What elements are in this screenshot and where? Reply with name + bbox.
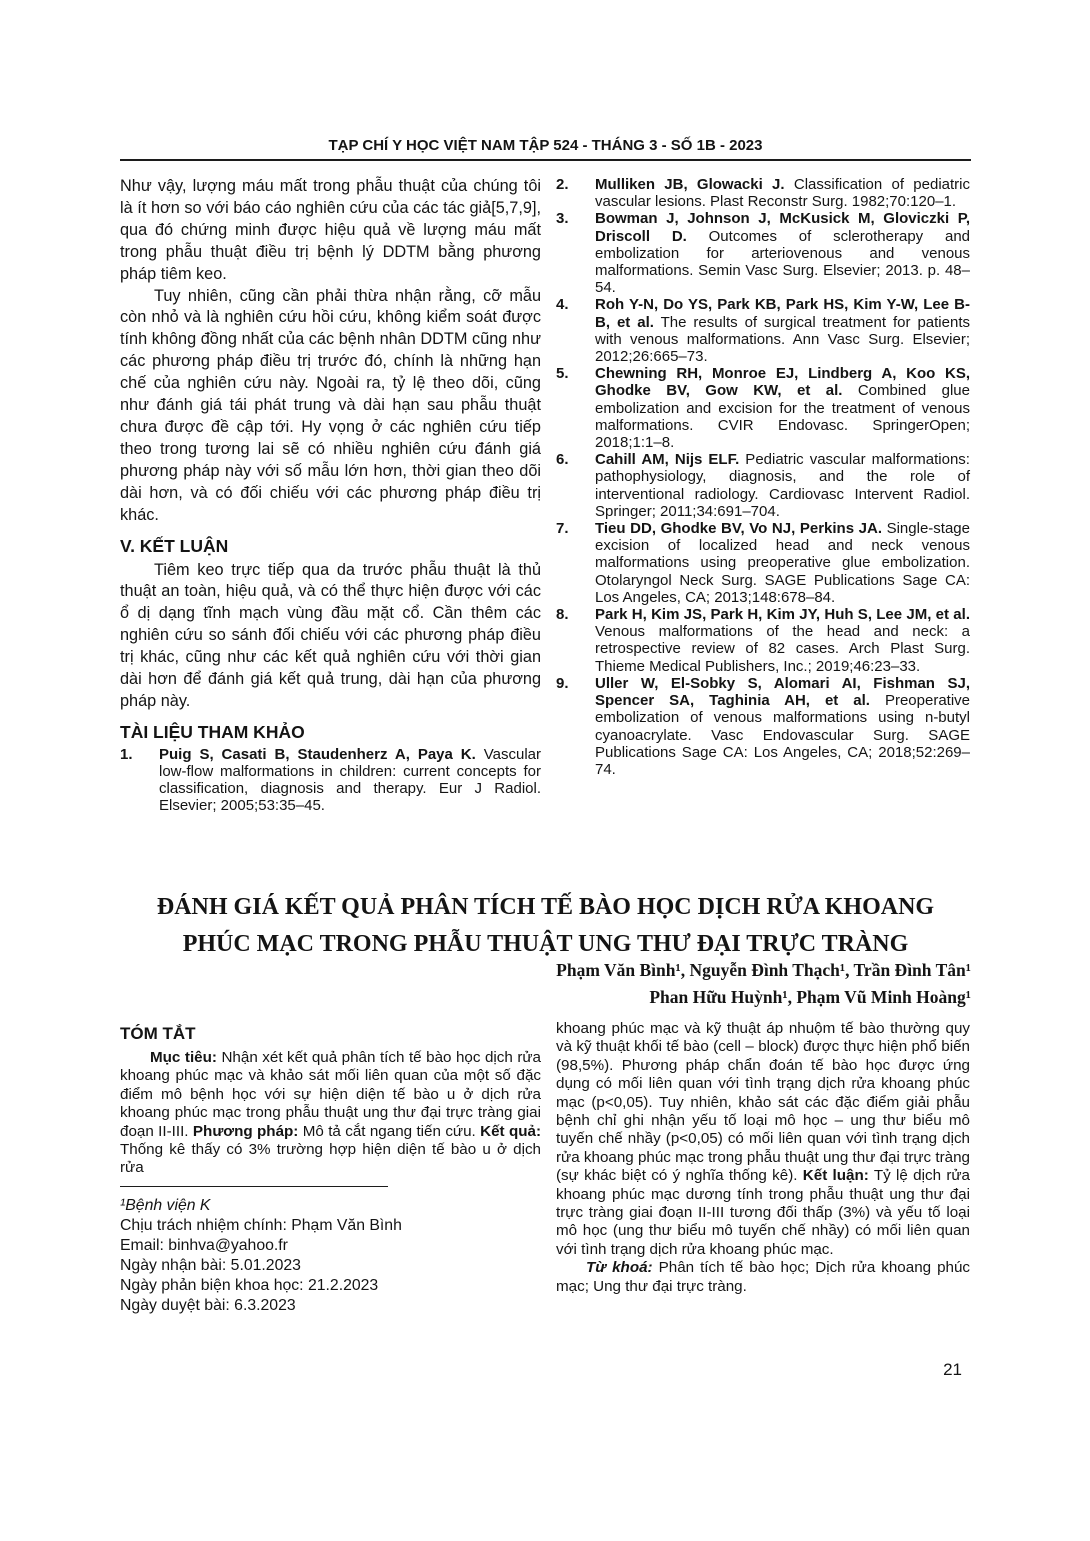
reference-authors: Cahill AM, Nijs ELF. xyxy=(595,451,740,469)
article-title-line1: ĐÁNH GIÁ KẾT QUẢ PHÂN TÍCH TẾ BÀO HỌC DỊCH RỬA KHOANG xyxy=(156,894,935,920)
discussion-paragraph-2: Tuy nhiên, cũng cần phải thừa nhận rằng, cỡ mẫu còn nhỏ và là nghiên cứu hồi cứu, không kiểm soát được tính không đồng nhất của các bệnh nhân DDTM cũng như các phương pháp điều trị trước đó, chính là những hạn chế của nghiên cứu này. Ngoài ra, tỷ lệ theo dõi, cũng như đánh giá tái phát trung và dài hạn sau phẫu thuật chưa được đề cập tới. Hy vọng ở các nghiên cứu tiếp theo trong tương lai sẽ có nhiều nghiên cứu đánh giá phương pháp này với số mẫu lớn hơn, thời gian theo dõi dài hơn, và có đối chiếu với các phương pháp điều trị khác. xyxy=(120,286,541,524)
reference-text: Pediatric vascular malformations: pathophysiology, diagnosis, and the role of interventional radiology. Cardiovasc Intervent Radiol. Springer; 2011;34:691–704. xyxy=(595,451,970,520)
reference-item-2 xyxy=(556,176,970,210)
reference-text: Vascular low-flow malformations in children: current concepts for classification, diagnosis and therapy. Eur J Radiol. Elsevier; 2005;53:35–45. xyxy=(159,745,541,815)
reference-body xyxy=(595,606,970,675)
article-authors-line2: Phan Hữu Huỳnh¹, Phạm Vũ Minh Hoàng¹ xyxy=(649,987,971,1007)
reference-body xyxy=(595,210,970,296)
method-label: Phương pháp: xyxy=(192,1122,299,1140)
header-divider xyxy=(120,159,971,161)
reference-body xyxy=(595,365,970,451)
reference-number: 9. xyxy=(556,674,569,692)
reference-body xyxy=(595,451,970,520)
reference-authors: Park H, Kim JS, Park H, Kim JY, Huh S, Lee JM, et al. xyxy=(595,606,970,624)
reference-number: 2. xyxy=(556,176,569,193)
reference-number: 5. xyxy=(556,365,569,383)
footnote-email: Email: binhva@yahoo.fr xyxy=(120,1237,288,1254)
reference-item-4 xyxy=(556,296,970,365)
reference-number: 1. xyxy=(120,745,133,763)
footnote-affiliation: ¹Bệnh viện K xyxy=(120,1197,211,1214)
reference-body xyxy=(595,520,970,606)
reference-number: 4. xyxy=(556,296,569,314)
reference-text: Single-stage excision of localized head and neck venous malformations using preoperative glue embolization. Otolaryngol Neck Surg. SAGE Publications Sage CA: Los Angeles, CA; 2013;148:678–84. xyxy=(595,520,970,606)
footnote-block xyxy=(120,1186,541,1316)
footnote-review-date: Ngày phản biện khoa học: 21.2.2023 xyxy=(120,1277,379,1294)
reference-item-8 xyxy=(556,606,970,675)
reference-authors: Uller W, El-Sobky S, Alomari AI, Fishman SJ, Spencer SA, Taghinia AH, et al. xyxy=(595,674,970,710)
reference-text: Preoperative embolization of venous malformations using n-butyl cyanoacrylate. Vasc Endovascular Surg. SAGE Publications Sage CA: Los Angeles, CA; 2018;52:269–74. xyxy=(595,692,971,778)
reference-number: 3. xyxy=(556,210,569,228)
reference-body xyxy=(595,675,970,778)
reference-authors: Roh Y-N, Do YS, Park KB, Park HS, Kim Y-W, Lee B-B, et al. xyxy=(595,296,970,331)
reference-body xyxy=(595,176,970,210)
keywords-text: Phân tích tế bào học; Dịch rửa khoang phúc mạc; Ung thư đại trực tràng. xyxy=(556,1259,971,1295)
reference-authors: Mulliken JB, Glowacki J. xyxy=(595,176,785,193)
abstract-heading: TÓM TẮT xyxy=(120,1024,196,1043)
reference-text: The results of surgical treatment for patients with venous malformations. Ann Vasc Surg. Elsevier; 2012;26:665–73. xyxy=(595,313,970,366)
reference-authors: Chewning RH, Monroe EJ, Lindberg A, Koo KS, Ghodke BV, Gow KW, et al. xyxy=(595,365,970,400)
conclusion-heading: V. KẾT LUẬN xyxy=(120,535,229,556)
reference-authors: Bowman J, Johnson J, McKusick M, Gloviczki P, Driscoll D. xyxy=(595,210,970,245)
article-authors xyxy=(120,957,971,1011)
article-title-line2: PHÚC MẠC TRONG PHẪU THUẬT UNG THƯ ĐẠI TRỰC TRÀNG xyxy=(182,931,909,957)
reference-body xyxy=(595,296,970,365)
abstract-paragraph-left xyxy=(120,1049,541,1178)
method-text: Mô tả cắt ngang tiến cứu. xyxy=(298,1122,481,1140)
article1-left-column xyxy=(120,176,541,815)
reference-number: 7. xyxy=(556,520,569,538)
keywords-label: Từ khoá: xyxy=(586,1259,653,1277)
article-authors-line1: Phạm Văn Bình¹, Nguyễn Đình Thạch¹, Trần Đình Tân¹ xyxy=(556,960,971,980)
conclusion-text: Tiêm keo trực tiếp qua da trước phẫu thuật là thủ thuật an toàn, hiệu quả, và có thể thực hiện được với các ổ dị dạng tĩnh mạch vùng đầu mặt cổ. Cần thêm các nghiên cứu so sánh đối chiếu với các phương pháp điều trị khác, cũng như các kết quả nghiên cứu với thời gian dài hơn để đánh giá kết quả trung, dài hạn của phương pháp này. xyxy=(120,560,541,710)
conclusion-text: Tỷ lệ dịch rửa khoang phúc mạc dương tính trong phẫu thuật ung thư đại trực tràng giai đoạn II-III tương đối thấp (3%) và yếu tố loại mô học (ung thư biểu mô tuyến chế nhầy) có mối liên quan với tình trạng dịch rửa khoang phúc mạc. xyxy=(556,1167,971,1258)
reference-item-3 xyxy=(556,210,970,296)
reference-text: Outcomes of sclerotherapy and embolization for arteriovenous and venous malformations. Semin Vasc Surg. Elsevier; 2013. p. 48–54. xyxy=(595,227,970,297)
result-text-right: khoang phúc mạc và kỹ thuật áp nhuộm tế bào thường quy và kỹ thuật khối tế bào (cell – block) được thực hiện phổ biến (98,5%). Phương pháp chẩn đoán tế bào học được ứng dụng có mối liên quan với tình trạng dịch rửa khoang phúc mạc (p<0,05). Tuy nhiên, khảo sát các đặc điểm giải phẫu bệnh chỉ ghi nhận yếu tố loại mô học – ung thư biểu mô tuyến chế nhầy (p<0,05) có mối liên quan với tình trạng dịch rửa khoang phúc mạc trong phẫu thuật ung thư đại trực tràng (sự khác biệt có ý nghĩa thống kê). xyxy=(556,1020,970,1185)
abstract-left-column xyxy=(120,1024,541,1178)
footnote-received-date: Ngày nhận bài: 5.01.2023 xyxy=(120,1257,301,1274)
article1-right-column xyxy=(556,176,970,778)
result-label: Kết quả: xyxy=(480,1122,542,1140)
reference-text: Combined glue embolization and excision for the treatment of venous malformations. CVIR Endovasc. SpringerOpen; 2018;1:1–8. xyxy=(595,382,970,452)
conclusion-label: Kết luận: xyxy=(802,1167,869,1185)
result-text-left: Thống kê thấy có 3% trường hợp hiện diện tế bào u ở dịch rửa xyxy=(120,1141,541,1177)
reference-number: 8. xyxy=(556,606,569,624)
reference-body xyxy=(159,746,541,815)
references-heading: TÀI LIỆU THAM KHẢO xyxy=(120,721,305,742)
reference-authors: Puig S, Casati B, Staudenherz A, Paya K. xyxy=(159,745,476,763)
reference-text: Venous malformations of the head and neck: a retrospective review of 82 cases. Arch Plast Surg. Thieme Medical Publishers, Inc.; 2019;46:23–33. xyxy=(595,623,970,675)
footnote-divider xyxy=(120,1186,388,1187)
reference-authors: Tieu DD, Ghodke BV, Vo NJ, Perkins JA. xyxy=(595,520,882,538)
footnote-correspondence: Chịu trách nhiệm chính: Phạm Văn Bình xyxy=(120,1217,402,1234)
objective-text: Nhận xét kết quả phân tích tế bào học dịch rửa khoang phúc mạc và khảo sát mối liên quan của một số đặc điểm mô bệnh học với sự hiện diện tế bào u ở dịch rửa khoang phúc mạc trong phẫu thuật ung thư đại trực tràng giai đoạn II-III. xyxy=(120,1049,542,1140)
abstract-right-column xyxy=(556,1020,970,1296)
reference-item-7 xyxy=(556,520,970,606)
journal-header: TẠP CHÍ Y HỌC VIỆT NAM TẬP 524 - THÁNG 3 - SỐ 1B - 2023 xyxy=(328,137,763,154)
reference-number: 6. xyxy=(556,451,569,469)
reference-item-9 xyxy=(556,675,970,778)
reference-item-5 xyxy=(556,365,970,451)
abstract-paragraph-right xyxy=(556,1020,970,1259)
article-title xyxy=(120,889,971,963)
reference-text: Classification of pediatric vascular lesions. Plast Reconstr Surg. 1982;70:120–1. xyxy=(595,176,970,211)
keywords-paragraph xyxy=(556,1259,970,1296)
page-number: 21 xyxy=(943,1360,962,1379)
objective-label: Mục tiêu: xyxy=(150,1049,217,1066)
footnote-accepted-date: Ngày duyệt bài: 6.3.2023 xyxy=(120,1297,296,1314)
reference-item-1 xyxy=(120,746,541,815)
discussion-paragraph-1: Như vậy, lượng máu mất trong phẫu thuật của chúng tôi là ít hơn so với báo cáo nghiên cứu của các tác giả[5,7,9], qua đó chứng minh được hiệu quả về lượng máu mất trong phẫu thuật điều trị bệnh lý DDTM bằng phương pháp tiêm keo. xyxy=(120,177,541,283)
reference-item-6 xyxy=(556,451,970,520)
